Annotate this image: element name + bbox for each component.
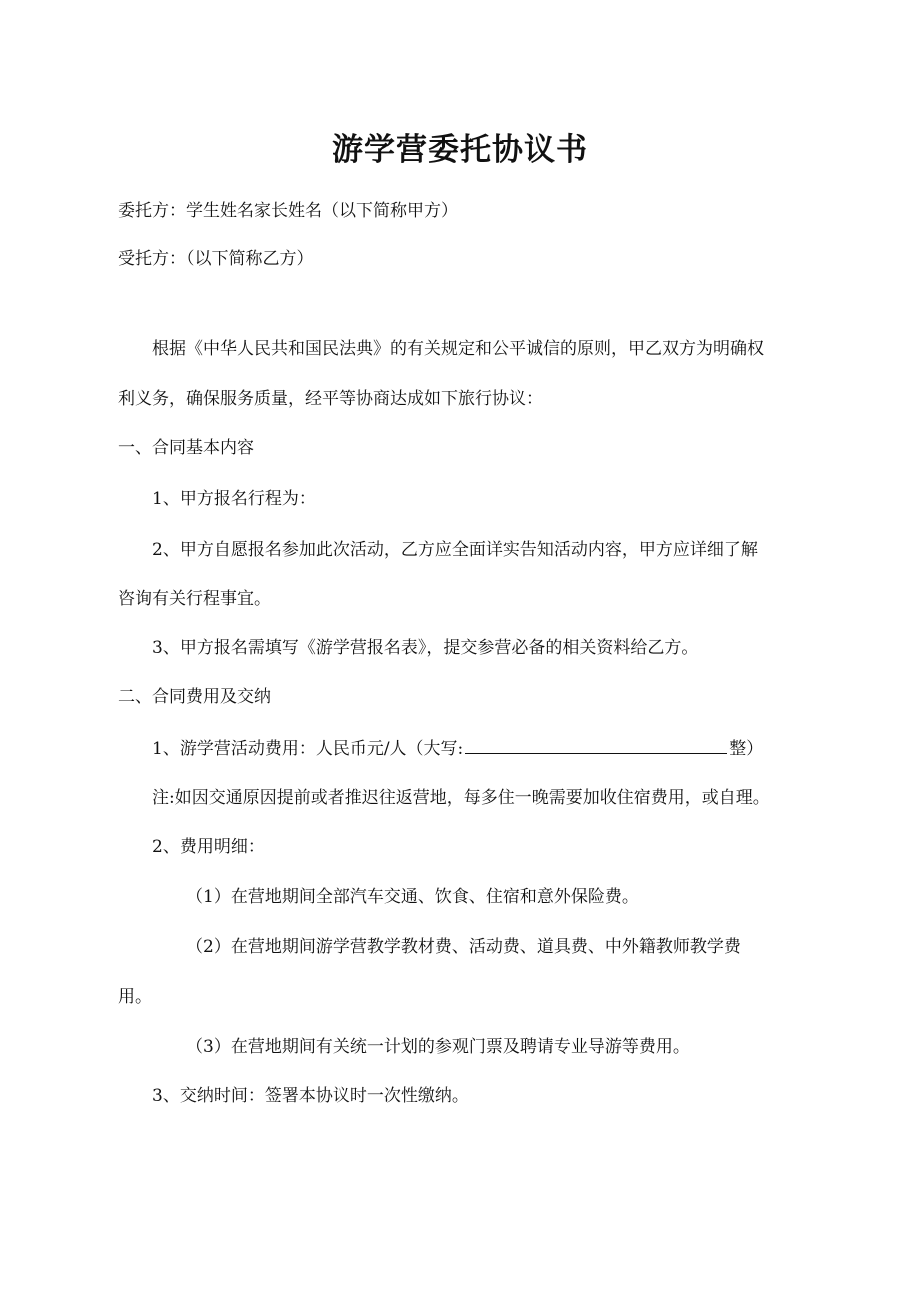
section-1-item-2-line-2: 咨询有关行程事宜。	[118, 589, 271, 609]
amount-in-words-blank	[465, 737, 727, 754]
section-1-item-1: 1、甲方报名行程为：	[152, 489, 316, 509]
client-party-line: 委托方：学生姓名家长姓名（以下简称甲方）	[118, 201, 458, 221]
document-title: 游学营委托协议书	[332, 132, 588, 168]
intro-line-1: 根据《中华人民共和国民法典》的有关规定和公平诚信的原则，甲乙双方为明确权	[152, 339, 764, 359]
fee-detail-2-line-2: 用。	[118, 987, 152, 1007]
fee-detail-2-line-1: （2）在营地期间游学营教学教材费、活动费、道具费、中外籍教师教学费	[186, 937, 741, 957]
fee-detail-1: （1）在营地期间全部汽车交通、饮食、住宿和意外保险费。	[186, 887, 639, 907]
fee-prefix: 1、游学营活动费用：人民币元/人（大写:	[152, 739, 464, 759]
section-1-item-3: 3、甲方报名需填写《游学营报名表》，提交参营必备的相关资料给乙方。	[152, 638, 699, 658]
fee-detail-3: （3）在营地期间有关统一计划的参观门票及聘请专业导游等费用。	[186, 1037, 690, 1057]
intro-line-2: 利义务，确保服务质量，经平等协商达成如下旅行协议：	[118, 389, 543, 409]
fee-detail-heading: 2、费用明细：	[152, 837, 265, 857]
fee-suffix: 整）	[729, 739, 764, 759]
fee-line	[152, 737, 763, 760]
payment-time: 3、交纳时间：签署本协议时一次性缴纳。	[152, 1086, 469, 1106]
section-2-heading: 二、合同费用及交纳	[118, 687, 271, 707]
section-1-item-2-line-1: 2、甲方自愿报名参加此次活动，乙方应全面详实告知活动内容，甲方应详细了解	[152, 540, 758, 560]
agent-party-line: 受托方：（以下简称乙方）	[118, 249, 314, 269]
section-1-heading: 一、合同基本内容	[118, 438, 254, 458]
fee-note: 注:如因交通原因提前或者推迟往返营地，每多住一晚需要加收住宿费用，或自理。	[152, 788, 770, 808]
